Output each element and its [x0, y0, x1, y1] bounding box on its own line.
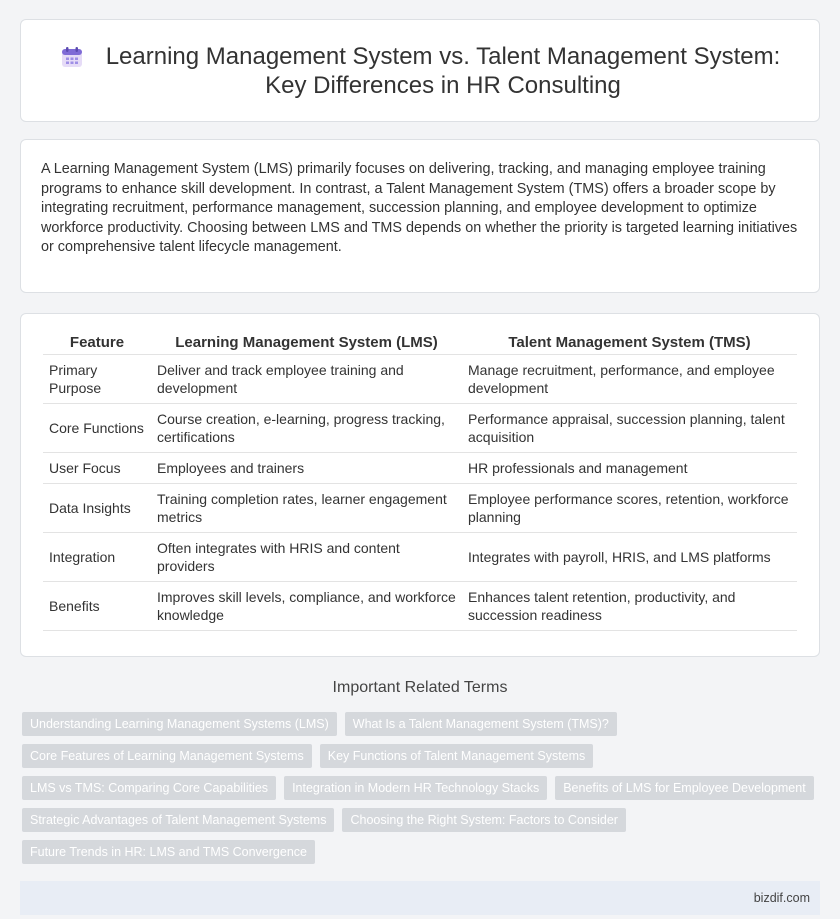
cell-feature: Integration — [43, 533, 151, 582]
related-term-link[interactable]: Integration in Modern HR Technology Stacks — [284, 776, 547, 800]
header-lms: Learning Management System (LMS) — [151, 326, 462, 355]
related-terms-title: Important Related Terms — [332, 679, 508, 696]
table-row — [43, 453, 797, 484]
related-term-link[interactable]: Future Trends in HR: LMS and TMS Convergence — [22, 840, 315, 864]
cell-tms: HR professionals and management — [462, 453, 797, 484]
header-card — [20, 19, 820, 122]
cell-lms: Training completion rates, learner engagement metrics — [151, 484, 462, 533]
cell-feature: Benefits — [43, 582, 151, 631]
cell-feature: Data Insights — [43, 484, 151, 533]
table-row — [43, 404, 797, 453]
cell-feature: Primary Purpose — [43, 355, 151, 404]
cell-tms: Employee performance scores, retention, workforce planning — [462, 484, 797, 533]
cell-tms: Integrates with payroll, HRIS, and LMS platforms — [462, 533, 797, 582]
cell-tms: Manage recruitment, performance, and employee development — [462, 355, 797, 404]
related-term-link[interactable]: Core Features of Learning Management Systems — [22, 744, 312, 768]
table-row — [43, 355, 797, 404]
page-title — [106, 42, 781, 100]
cell-lms: Employees and trainers — [151, 453, 462, 484]
header-feature: Feature — [43, 326, 151, 355]
related-term-link[interactable]: Strategic Advantages of Talent Management Systems — [22, 808, 334, 832]
cell-lms: Course creation, e-learning, progress tracking, certifications — [151, 404, 462, 453]
site-link[interactable]: bizdif.com — [753, 891, 810, 905]
calendar-icon — [60, 45, 84, 69]
related-term-link[interactable]: LMS vs TMS: Comparing Core Capabilities — [22, 776, 276, 800]
intro-card — [20, 139, 820, 293]
related-term-link[interactable]: Understanding Learning Management Systems (LMS) — [22, 712, 337, 736]
table-row — [43, 533, 797, 582]
cell-feature: User Focus — [43, 453, 151, 484]
cell-feature: Core Functions — [43, 404, 151, 453]
cell-lms: Improves skill levels, compliance, and workforce knowledge — [151, 582, 462, 631]
related-term-link[interactable]: Key Functions of Talent Management Systems — [320, 744, 594, 768]
cell-lms: Deliver and track employee training and development — [151, 355, 462, 404]
cell-tms: Performance appraisal, succession planning, talent acquisition — [462, 404, 797, 453]
related-terms-list — [22, 712, 818, 864]
table-row — [43, 582, 797, 631]
title-line-2: Key Differences in HR Consulting — [265, 71, 621, 99]
cell-tms: Enhances talent retention, productivity, and succession readiness — [462, 582, 797, 631]
table-row — [43, 484, 797, 533]
comparison-table — [43, 326, 797, 631]
table-header-row — [43, 326, 797, 355]
intro-paragraph: A Learning Management System (LMS) primarily focuses on delivering, tracking, and managing employee training programs to enhance skill development. In contrast, a Talent Management System (TMS) offers a broader scope by integrating recruitment, performance management, succession planning, and employee development to optimize workforce productivity. Choosing between LMS and TMS depends on whether the priority is targeted learning initiatives or comprehensive talent lifecycle management. — [41, 161, 798, 255]
title-line-1: Learning Management System vs. Talent Management System: — [105, 42, 781, 70]
related-term-link[interactable]: What Is a Talent Management System (TMS)? — [345, 712, 617, 736]
footer — [20, 881, 820, 915]
cell-lms: Often integrates with HRIS and content providers — [151, 533, 462, 582]
comparison-table-card — [20, 313, 820, 657]
related-term-link[interactable]: Choosing the Right System: Factors to Consider — [342, 808, 625, 832]
related-term-link[interactable]: Benefits of LMS for Employee Development — [555, 776, 813, 800]
header-tms: Talent Management System (TMS) — [462, 326, 797, 355]
